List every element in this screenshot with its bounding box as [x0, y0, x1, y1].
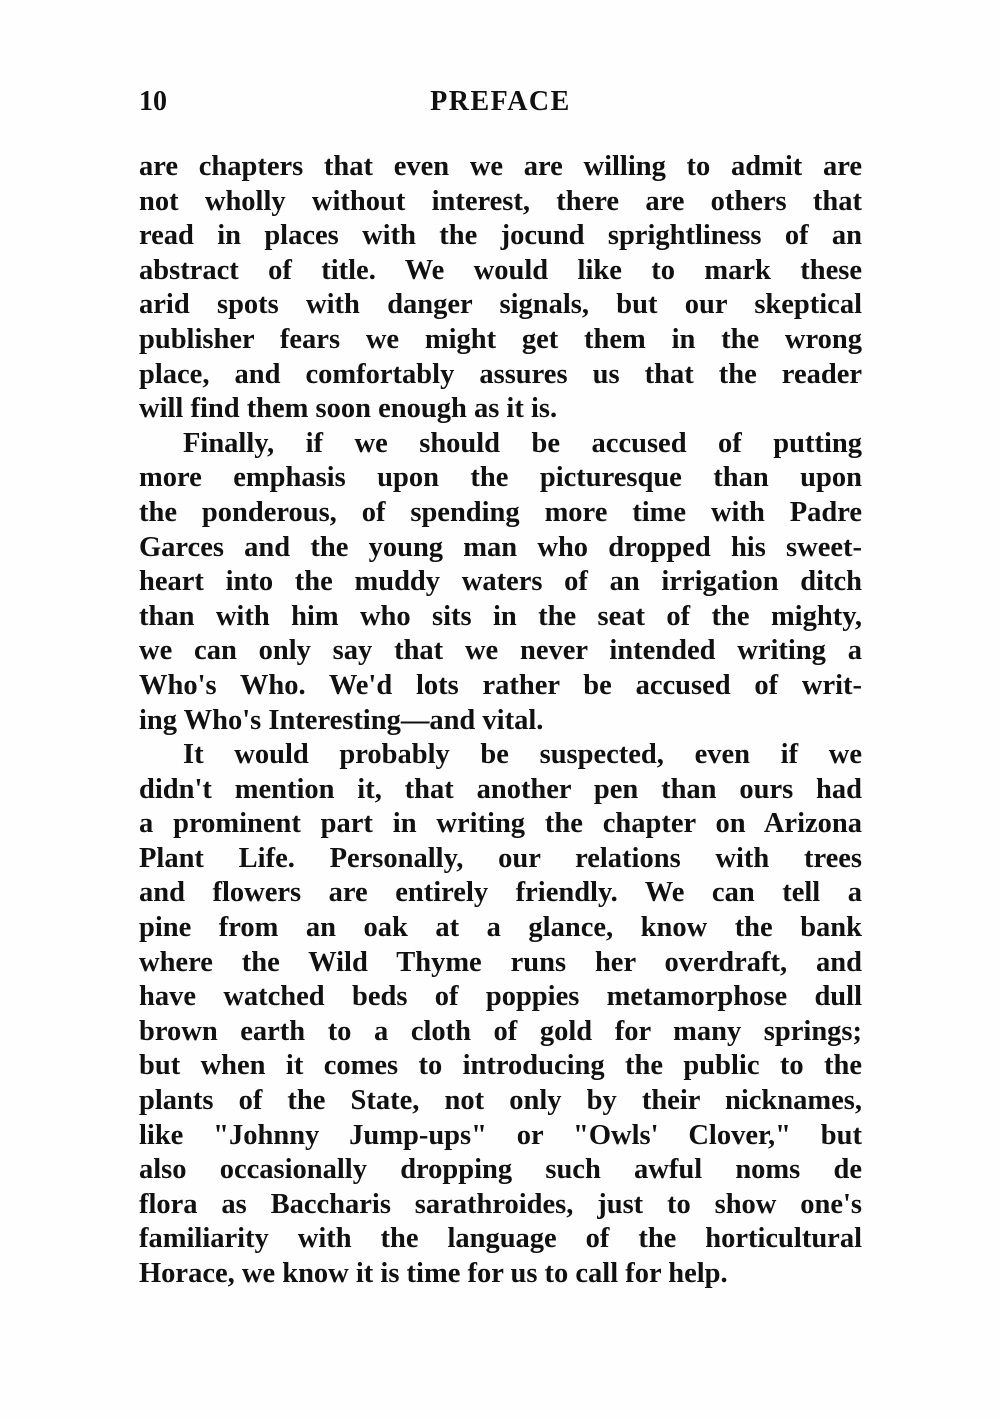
- text-line: flora as Baccharis sarathroides, just to show one's: [139, 1188, 862, 1220]
- running-title: PREFACE: [430, 86, 571, 117]
- text-line: like "Johnny Jump-ups" or "Owls' Clover," but: [139, 1119, 862, 1151]
- text-line: a prominent part in writing the chapter on Arizona: [139, 808, 862, 840]
- paragraph: [139, 738, 862, 1292]
- text-line: publisher fears we might get them in the wrong: [139, 323, 862, 355]
- text-line: more emphasis upon the picturesque than upon: [139, 462, 862, 494]
- text-line: have watched beds of poppies metamorphose dull: [139, 981, 862, 1013]
- text-line: Who's Who. We'd lots rather be accused of writ-: [139, 669, 862, 701]
- text-line: we can only say that we never intended writing a: [139, 635, 862, 667]
- text-line: where the Wild Thyme runs her overdraft, and: [139, 946, 862, 978]
- text-line: familiarity with the language of the horticultural: [139, 1223, 862, 1255]
- text-line: Garces and the young man who dropped his sweet-: [139, 531, 862, 563]
- text-line: brown earth to a cloth of gold for many springs;: [139, 1015, 862, 1047]
- text-line: read in places with the jocund sprightliness of an: [139, 220, 862, 252]
- body-text: [139, 150, 862, 1292]
- paragraph: [139, 150, 862, 427]
- text-line: didn't mention it, that another pen than ours had: [139, 773, 862, 805]
- text-line: will find them soon enough as it is.: [139, 393, 558, 425]
- text-line: Plant Life. Personally, our relations with trees: [139, 842, 862, 874]
- text-line: Horace, we know it is time for us to call for help.: [139, 1258, 728, 1289]
- page-number: 10: [139, 86, 167, 117]
- text-line: also occasionally dropping such awful noms de: [139, 1154, 862, 1186]
- text-line: and flowers are entirely friendly. We can tell a: [139, 877, 862, 909]
- text-line: the ponderous, of spending more time with Padre: [139, 496, 862, 528]
- text-line: pine from an oak at a glance, know the bank: [139, 912, 862, 944]
- text-line: plants of the State, not only by their nicknames,: [139, 1085, 862, 1117]
- text-line: arid spots with danger signals, but our skeptical: [139, 289, 862, 321]
- text-line: than with him who sits in the seat of the mighty,: [139, 600, 862, 632]
- text-line: heart into the muddy waters of an irrigation ditch: [139, 566, 862, 598]
- text-line: not wholly without interest, there are others that: [139, 185, 862, 217]
- text-line: Finally, if we should be accused of putting: [183, 427, 862, 459]
- text-line: are chapters that even we are willing to admit are: [139, 151, 862, 182]
- text-line: It would probably be suspected, even if we: [183, 739, 862, 771]
- text-line: ing Who's Interesting—and vital.: [139, 704, 544, 736]
- text-line: place, and comfortably assures us that the reader: [139, 358, 862, 390]
- page-header: [139, 86, 862, 126]
- paragraph: [139, 427, 862, 738]
- text-line: but when it comes to introducing the public to the: [139, 1050, 862, 1082]
- text-line: abstract of title. We would like to mark these: [139, 254, 862, 286]
